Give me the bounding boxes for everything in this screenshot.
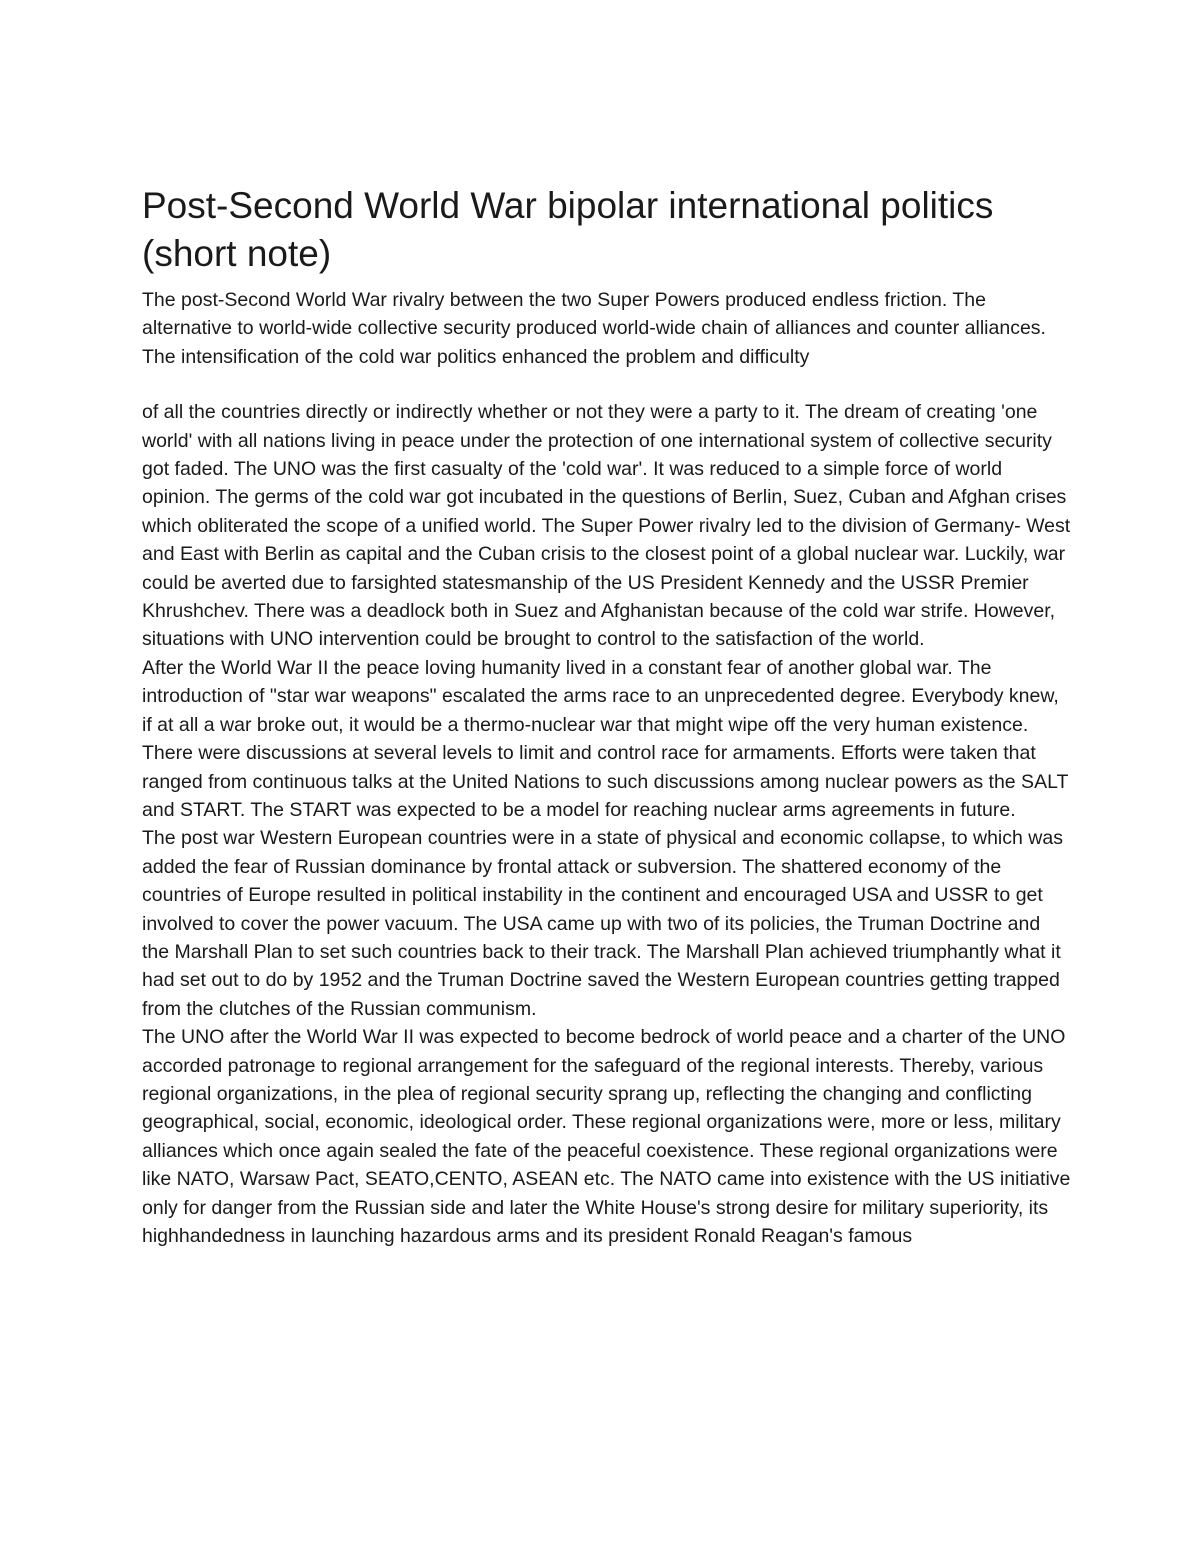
document-body — [142, 182, 1072, 1250]
document-title: Post-Second World War bipolar international politics (short note) — [142, 185, 994, 274]
paragraph-cold-war-casualties: of all the countries directly or indirectly whether or not they were a party to it. The dream of creating 'one world' with all nations living in peace under the protection of one international system of collective security got faded. The UNO was the first casualty of the 'cold war'. It was reduced to a simple force of world opinion. The germs of the cold war got incubated in the questions of Berlin, Suez, Cuban and Afghan crises which obliterated the scope of a unified world. The Super Power rivalry led to the division of Germany- West and East with Berlin as capital and the Cuban crisis to the closest point of a global nuclear war. Luckily, war could be averted due to farsighted statesmanship of the US President Kennedy and the USSR Premier Khrushchev. There was a deadlock both in Suez and Afghanistan because of the cold war strife. However, situations with UNO intervention could be brought to control to the satisfaction of the world. — [142, 401, 1071, 651]
paragraph-arms-race: After the World War II the peace loving humanity lived in a constant fear of another global war. The introduction of "star war weapons" escalated the arms race to an unprecedented degree. Everybody knew, if at all a war broke out, it would be a thermo-nuclear war that might wipe off the very human existence. There were discussions at several levels to limit and control race for armaments. Efforts were taken that ranged from continuous talks at the United Nations to such discussions among nuclear powers as the SALT and START. The START was expected to be a model for reaching nuclear arms agreements in future. — [142, 656, 1069, 821]
paragraph-regional-organizations: The UNO after the World War II was expected to become bedrock of world peace and a charter of the UNO accorded patronage to regional arrangement for the safeguard of the regional interests. Thereby, various regional organizations, in the plea of regional security sprang up, reflecting the changing and conflicting geographical, social, economic, ideological order. These regional organizations were, more or less, military alliances which once again sealed the fate of the peaceful coexistence. These regional organizations were like NATO, Warsaw Pact, SEATO,CENTO, ASEAN etc. The NATO came into existence with the US initiative only for danger from the Russian side and later the White House's strong desire for military superiority, its highhandedness in launching hazardous arms and its president Ronald Reagan's famous — [142, 1026, 1071, 1247]
paragraph-western-europe: The post war Western European countries were in a state of physical and economic collapse, to which was added the fear of Russian dominance by frontal attack or subversion. The shattered economy of the countries of Europe resulted in political instability in the continent and encouraged USA and USSR to get involved to cover the power vacuum. The USA came up with two of its policies, the Truman Doctrine and the Marshall Plan to set such countries back to their track. The Marshall Plan achieved triumphantly what it had set out to do by 1952 and the Truman Doctrine saved the Western European countries getting trapped from the clutches of the Russian communism. — [142, 827, 1063, 1020]
paragraph-gap — [142, 371, 1072, 398]
paragraph-intro: The post-Second World War rivalry between the two Super Powers produced endless friction. The alternative to world-wide collective security produced world-wide chain of alliances and counter alliances. The intensification of the cold war politics enhanced the problem and difficulty — [142, 289, 1046, 368]
